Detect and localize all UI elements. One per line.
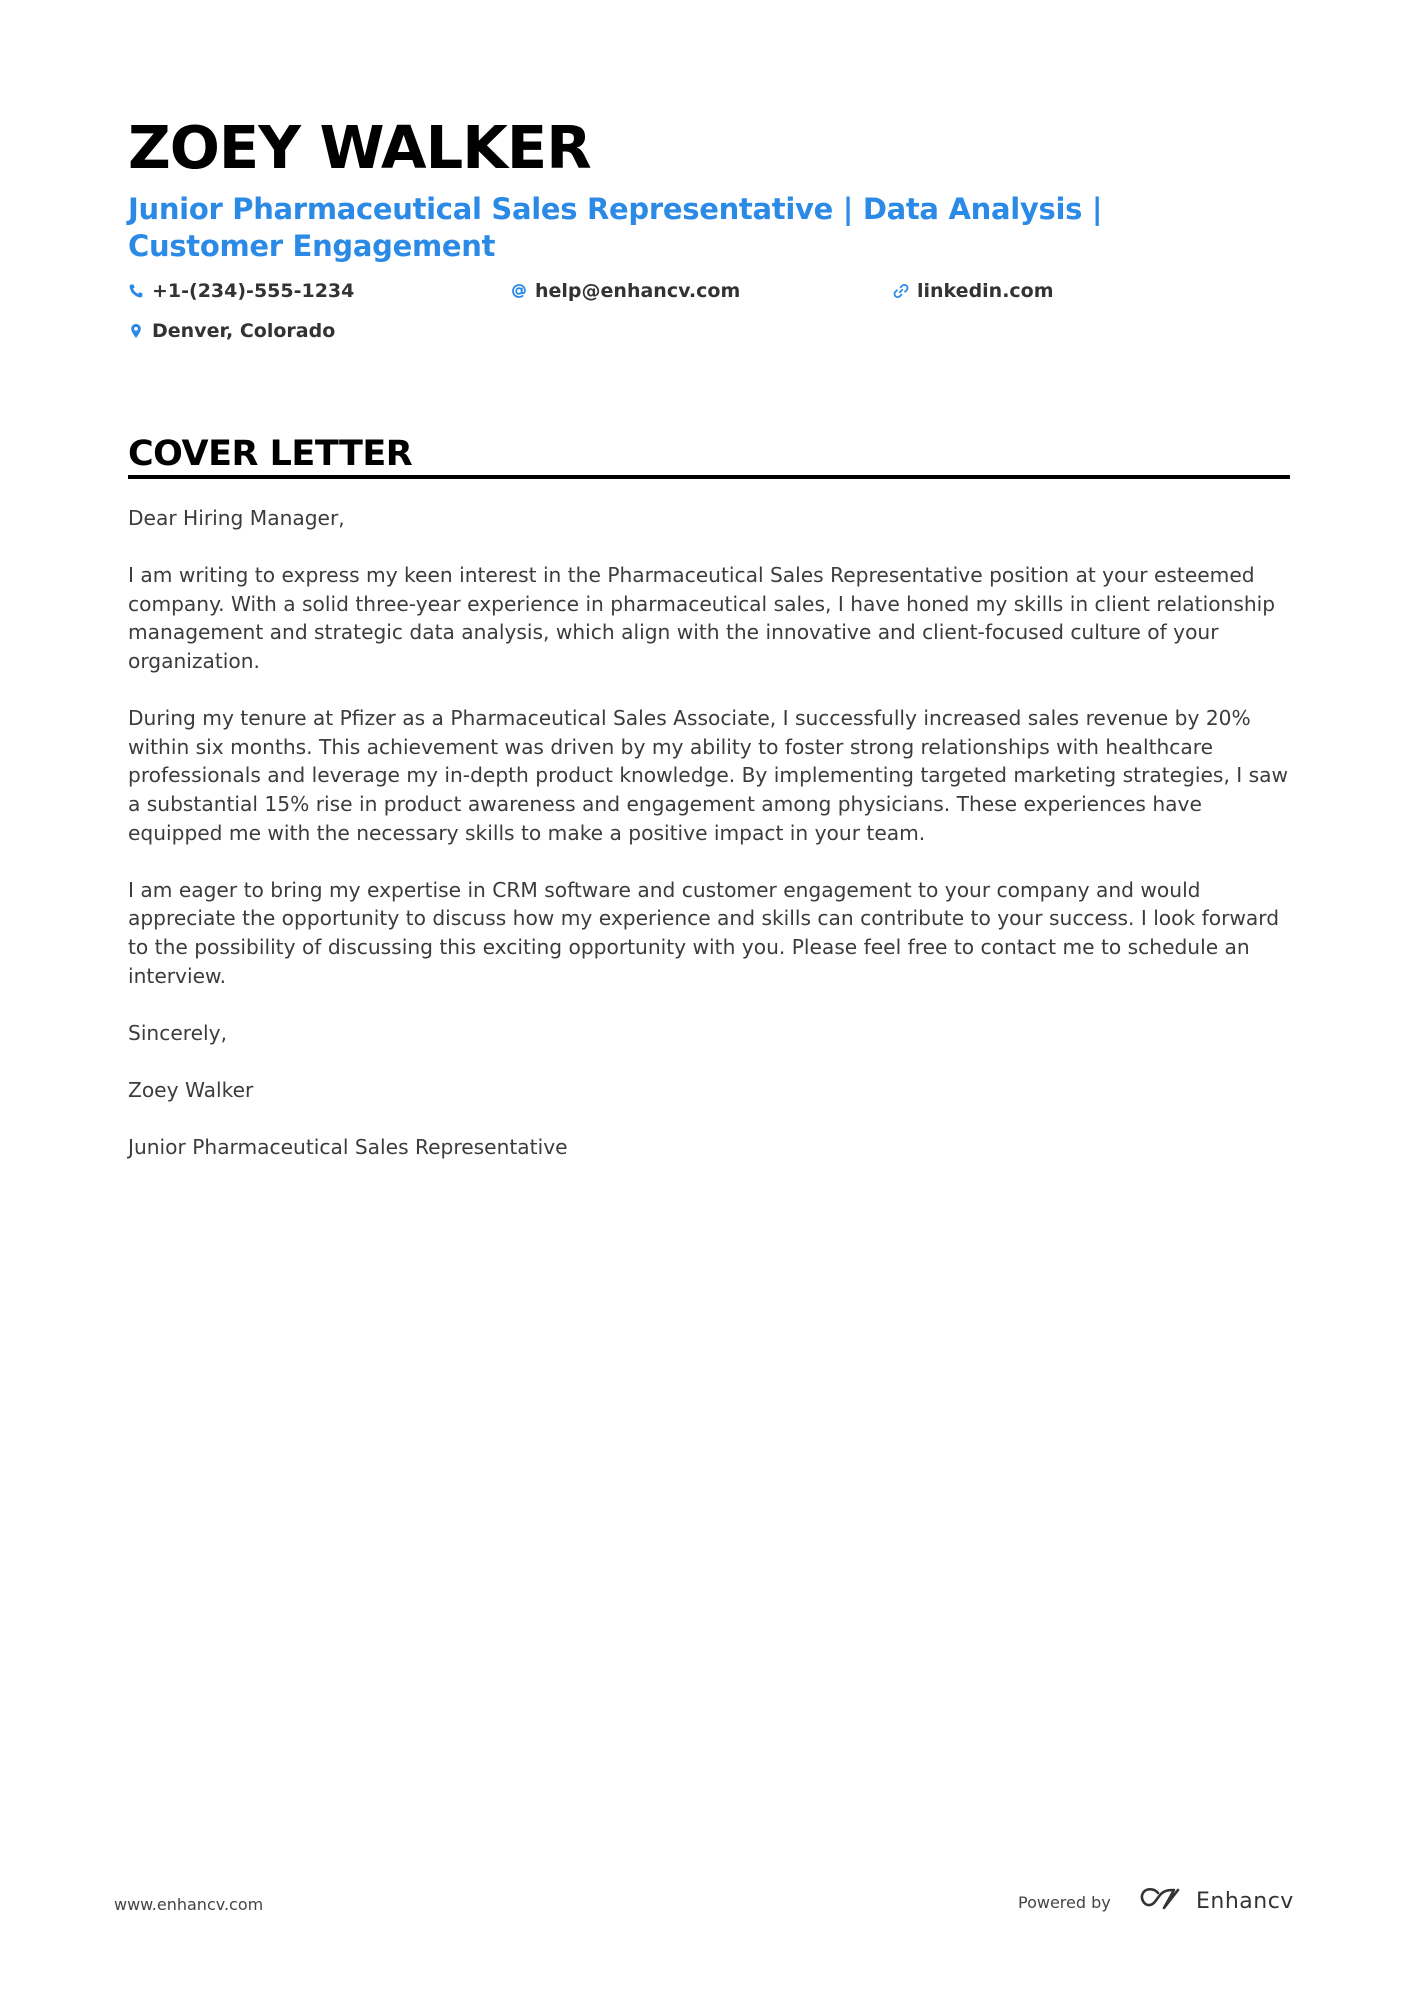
contact-email-text[interactable]: help@enhancv.com [535,280,741,302]
section-title-cover-letter: COVER LETTER [128,434,413,474]
contact-location [128,320,335,342]
phone-icon [128,282,144,300]
letter-signature-title: Junior Pharmaceutical Sales Representative [128,1135,568,1160]
contact-linkedin[interactable] [893,280,1054,302]
candidate-headline: Junior Pharmaceutical Sales Representative | Data Analysis | Customer Engagement [128,192,1103,263]
letter-closing: Sincerely, [128,1020,227,1045]
letter-body [128,504,1293,1190]
at-sign-icon [511,282,527,300]
letter-salutation: Dear Hiring Manager, [128,506,345,530]
powered-by-label: Powered by [1018,1893,1111,1912]
contact-phone [128,280,354,302]
footer-url[interactable]: www.enhancv.com [114,1895,264,1914]
brand-logo-link[interactable] [1138,1884,1294,1919]
section-divider [128,475,1290,479]
enhancv-logo-icon [1138,1884,1184,1919]
location-pin-icon [128,322,144,340]
contact-phone-text: +1-(234)-555-1234 [152,280,355,302]
brand-name: Enhancv [1196,1889,1294,1914]
letter-signature-name: Zoey Walker [128,1077,254,1102]
contact-linkedin-text[interactable]: linkedin.com [917,280,1054,302]
candidate-name: ZOEY WALKER [128,113,591,182]
letter-paragraph-2: During my tenure at Pfizer as a Pharmaceutical Sales Associate, I successfully increased sales revenue by 20% within six months. This achievement was driven by my ability to foster strong relationships with healthcare professionals and leverage my in-depth product knowledge. By implementing targeted marketing strategies, I saw a substantial 15% rise in product awareness and engagement among physicians. These experiences have equipped me with the necessary skills to make a positive impact in your team. [128,706,1289,845]
letter-paragraph-1: I am writing to express my keen interest in the Pharmaceutical Sales Representative position at your esteemed company. With a solid three-year experience in pharmaceutical sales, I have honed my skills in client relationship management and strategic data analysis, which align with the innovative and client-focused culture of your organization. [128,563,1276,673]
contact-email[interactable] [511,280,740,302]
contact-location-text: Denver, Colorado [152,320,336,342]
letter-paragraph-3: I am eager to bring my expertise in CRM software and customer engagement to your company and would appreciate the opportunity to discuss how my experience and skills can contribute to your success. I look forward to the possibility of discussing this exciting opportunity with you. Please feel free to contact me to schedule an interview. [128,877,1280,988]
link-icon [893,282,909,300]
